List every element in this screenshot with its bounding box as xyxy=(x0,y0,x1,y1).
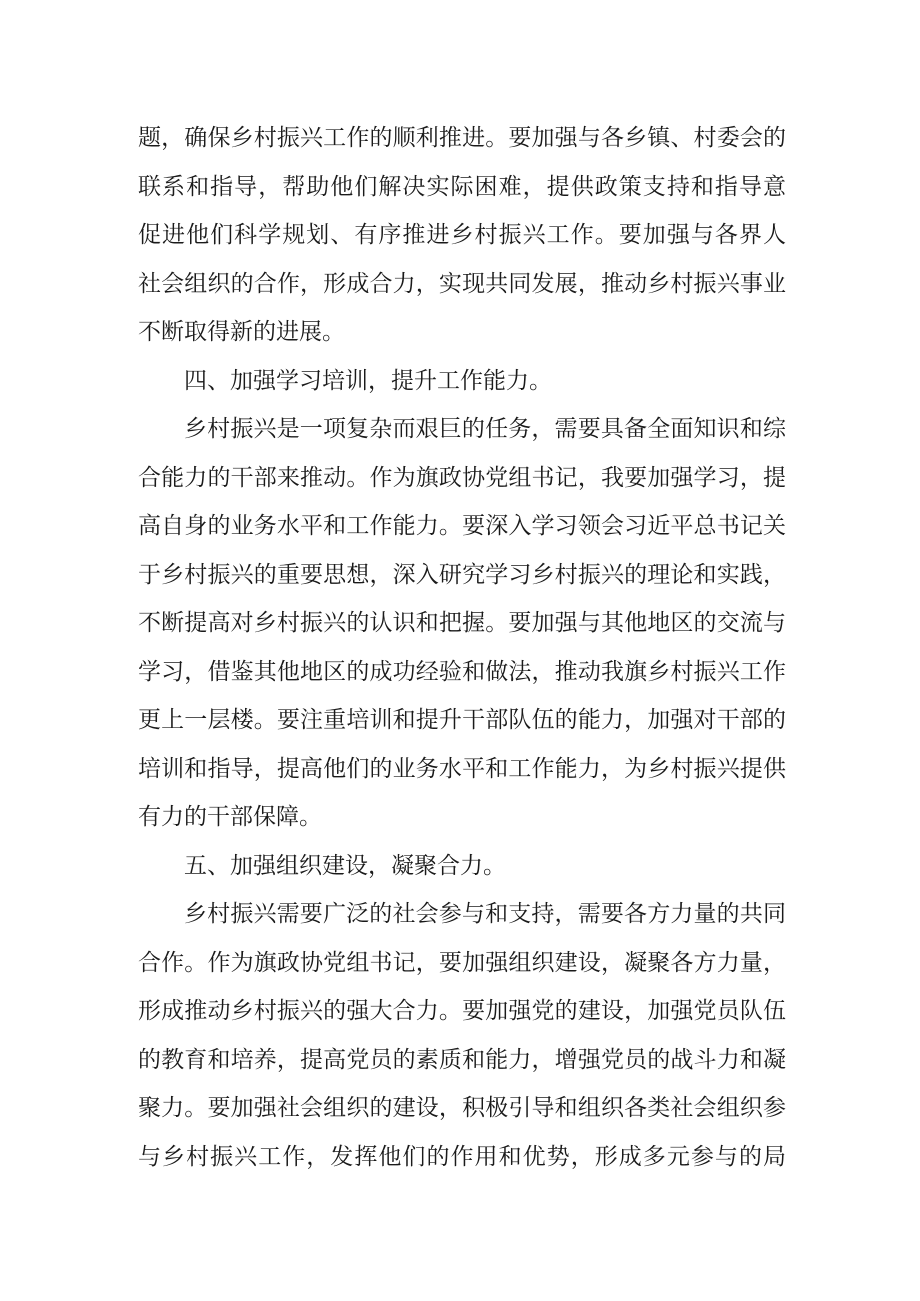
paragraph-line: 联系和指导，帮助他们解决实际困难，提供政策支持和指导意 xyxy=(138,173,786,200)
section-heading: 四、加强学习培训，提升工作能力。 xyxy=(184,367,552,394)
paragraph-line: 聚力。要加强社会组织的建设，积极引导和组织各类社会组织参 xyxy=(138,1095,786,1121)
section-heading: 五、加强组织建设，凝聚合力。 xyxy=(184,852,506,879)
paragraph-line: 题，确保乡村振兴工作的顺利推进。要加强与各乡镇、村委会的 xyxy=(138,125,786,151)
paragraph-line: 合能力的干部来推动。作为旗政协党组书记，我要加强学习，提 xyxy=(138,464,786,491)
paragraph-line: 促进他们科学规划、有序推进乡村振兴工作。要加强与各界人 xyxy=(138,222,786,248)
paragraph-line: 高自身的业务水平和工作能力。要深入学习领会习近平总书记关 xyxy=(138,513,786,539)
paragraph-line: 更上一层楼。要注重培训和提升干部队伍的能力，加强对干部的 xyxy=(138,707,786,733)
paragraph-line: 的教育和培养，提高党员的素质和能力，增强党员的战斗力和凝 xyxy=(138,1046,786,1073)
paragraph-line: 合作。作为旗政协党组书记，要加强组织建设，凝聚各方力量， xyxy=(138,949,786,976)
paragraph-line: 有力的干部保障。 xyxy=(138,804,322,830)
paragraph-line: 不断提高对乡村振兴的认识和把握。要加强与其他地区的交流与 xyxy=(138,610,786,636)
paragraph-line: 于乡村振兴的重要思想，深入研究学习乡村振兴的理论和实践， xyxy=(138,561,786,588)
paragraph-line: 形成推动乡村振兴的强大合力。要加强党的建设，加强党员队伍 xyxy=(138,998,786,1024)
document-body xyxy=(138,114,786,1181)
paragraph-line: 乡村振兴需要广泛的社会参与和支持，需要各方力量的共同 xyxy=(184,901,786,927)
paragraph-line: 培训和指导，提高他们的业务水平和工作能力，为乡村振兴提供 xyxy=(138,755,786,782)
paragraph-line: 社会组织的合作，形成合力，实现共同发展，推动乡村振兴事业 xyxy=(138,270,786,297)
paragraph-line: 学习，借鉴其他地区的成功经验和做法，推动我旗乡村振兴工作 xyxy=(138,658,786,685)
paragraph-line: 乡村振兴是一项复杂而艰巨的任务，需要具备全面知识和综 xyxy=(184,416,786,442)
paragraph-line: 与乡村振兴工作，发挥他们的作用和优势，形成多元参与的局 xyxy=(138,1143,786,1170)
paragraph-line: 不断取得新的进展。 xyxy=(138,319,345,345)
